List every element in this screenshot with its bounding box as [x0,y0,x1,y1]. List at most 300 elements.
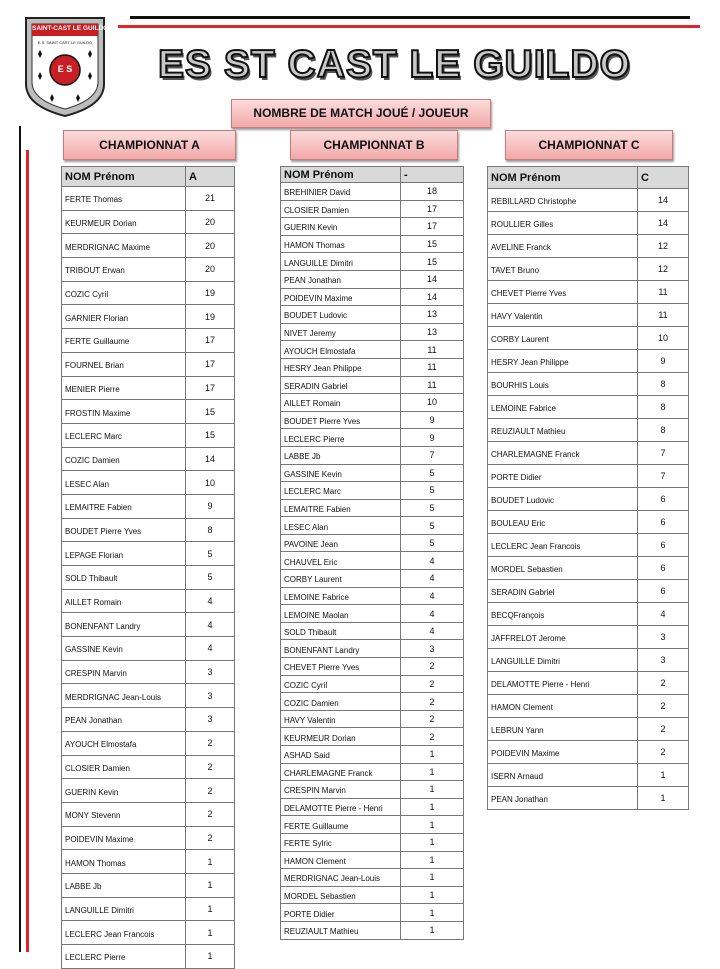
match-count: 9 [401,411,464,429]
player-name: NIVET Jeremy [281,323,401,341]
player-name: LESEC Alan [281,517,401,535]
match-count: 1 [401,798,464,816]
table-row [488,534,689,557]
table-row [488,557,689,580]
table-row [62,826,235,850]
table-row [281,534,464,552]
player-name: MERDRIGNAC Jean-Louis [281,869,401,887]
player-name: MORDEL Sebastien [281,886,401,904]
player-name: KEURMEUR Dorian [281,728,401,746]
player-name: PEAN Jonathan [62,708,186,732]
table-row [281,675,464,693]
table-row [281,921,464,939]
player-name: CRESPIN Marvin [281,781,401,799]
championnat-b-table [280,166,464,940]
col-count-header: C [638,167,689,189]
player-name: POIDEVIN Maxime [488,741,638,764]
match-count: 17 [401,218,464,236]
table-row [488,304,689,327]
match-count: 4 [401,622,464,640]
table-row [281,622,464,640]
match-count: 10 [401,394,464,412]
player-name: DELAMOTTE Pierre - Henri [281,798,401,816]
match-count: 1 [401,921,464,939]
table-row [62,755,235,779]
table-row [281,640,464,658]
match-count: 12 [638,258,689,281]
match-count: 21 [186,187,235,211]
table-row [62,376,235,400]
player-name: PAVOINE Jean [281,534,401,552]
match-count: 4 [638,603,689,626]
match-count: 1 [186,945,235,969]
match-count: 17 [401,200,464,218]
player-name: HAVY Valentin [281,710,401,728]
table-row [488,764,689,787]
table-row [488,419,689,442]
match-count: 11 [638,281,689,304]
match-count: 8 [186,518,235,542]
match-count: 17 [186,352,235,376]
table-row [62,779,235,803]
match-count: 7 [401,446,464,464]
player-name: MERDRIGNAC Jean-Louis [62,684,186,708]
match-count: 15 [186,400,235,424]
logo-top-text: SAINT-CAST LE GUILDO [32,25,109,32]
player-name: LEPAGE Florian [62,542,186,566]
player-name: LEMAITRE Fabien [281,499,401,517]
match-count: 2 [186,731,235,755]
match-count: 4 [401,552,464,570]
col-name-header: NOM Prénom [62,167,186,187]
table-row [488,189,689,212]
table-row [62,660,235,684]
player-name: COZIC Damien [62,447,186,471]
table-row [488,373,689,396]
match-count: 7 [638,442,689,465]
player-name: MENIER Pierre [62,376,186,400]
player-name: LABBE Jb [281,446,401,464]
match-count: 1 [401,886,464,904]
match-count: 18 [401,183,464,201]
table-row [281,833,464,851]
table-row [488,442,689,465]
table-row [281,429,464,447]
player-name: CRESPIN Marvin [62,660,186,684]
match-count: 5 [401,482,464,500]
match-count: 4 [186,637,235,661]
match-count: 19 [186,305,235,329]
match-count: 3 [186,684,235,708]
table-row [281,710,464,728]
player-name: CLOSIER Damien [281,200,401,218]
table-row [281,306,464,324]
table-row [62,684,235,708]
page-subtitle: NOMBRE DE MATCH JOUÉ / JOUEUR [231,99,491,128]
player-name: AILLET Romain [281,394,401,412]
table-row [488,350,689,373]
player-name: TAVET Bruno [488,258,638,281]
left-rule-black [19,126,21,952]
col-name-header: NOM Prénom [488,167,638,189]
match-count: 13 [401,323,464,341]
player-name: BOUDET Ludovic [281,306,401,324]
match-count: 4 [186,613,235,637]
match-count: 3 [186,660,235,684]
match-count: 6 [638,511,689,534]
left-rule-red [26,150,29,952]
match-count: 14 [401,288,464,306]
player-name: LECLERC Marc [62,423,186,447]
table-row [488,488,689,511]
match-count: 14 [638,212,689,235]
player-name: LESEC Alan [62,471,186,495]
table-row [281,587,464,605]
player-name: POIDEVIN Maxime [62,826,186,850]
match-count: 4 [401,587,464,605]
table-row [488,695,689,718]
table-row [62,945,235,969]
player-name: CLOSIER Damien [62,755,186,779]
player-name: BONENFANT Landry [62,613,186,637]
match-count: 11 [401,341,464,359]
player-name: PEAN Jonathan [281,270,401,288]
table-row [62,897,235,921]
player-name: LECLERC Jean Francois [62,921,186,945]
table-row [281,886,464,904]
player-name: BOUDET Ludovic [488,488,638,511]
page-title: ES ST CAST LE GUILDO [158,43,631,86]
player-name: GASSINE Kevin [281,464,401,482]
table-row [281,499,464,517]
player-name: FROSTIN Maxime [62,400,186,424]
match-count: 9 [638,350,689,373]
player-name: LEMOINE Fabrice [488,396,638,419]
match-count: 5 [401,499,464,517]
player-name: TRIBOUT Erwan [62,258,186,282]
match-count: 20 [186,234,235,258]
table-row [488,649,689,672]
player-name: FERTE Sylric [281,833,401,851]
player-name: GUERIN Kevin [281,218,401,236]
table-row [281,341,464,359]
player-name: PORTE Didier [281,904,401,922]
player-name: PEAN Jonathan [488,787,638,810]
table-row [62,305,235,329]
table-row [488,212,689,235]
player-name: LECLERC Marc [281,482,401,500]
player-name: REBILLARD Christophe [488,189,638,212]
match-count: 15 [401,235,464,253]
table-row [281,605,464,623]
player-name: LANGUILLE Dimitri [62,897,186,921]
championnat-b-heading: CHAMPIONNAT B [290,130,458,160]
table-row [281,323,464,341]
match-count: 2 [638,741,689,764]
table-row [488,511,689,534]
match-count: 4 [401,570,464,588]
table-row [488,235,689,258]
player-name: HAVY Valentin [488,304,638,327]
table-row [281,200,464,218]
table-row [62,518,235,542]
player-name: ROULLIER Gilles [488,212,638,235]
player-name: CORBY Laurent [281,570,401,588]
match-count: 6 [638,580,689,603]
player-name: LEMOINE Fabrice [281,587,401,605]
player-name: HESRY Jean Philippe [488,350,638,373]
match-count: 1 [186,873,235,897]
match-count: 1 [186,897,235,921]
player-name: KEURMEUR Dorian [62,210,186,234]
player-name: BREHINIER David [281,183,401,201]
match-count: 2 [638,672,689,695]
match-count: 10 [638,327,689,350]
table-row [281,358,464,376]
player-name: POIDEVIN Maxime [281,288,401,306]
table-row [281,552,464,570]
championnat-c-table [487,166,689,810]
championnat-a-table [61,166,235,969]
table-row [281,904,464,922]
match-count: 5 [401,534,464,552]
match-count: 5 [186,542,235,566]
top-rule-black [130,16,690,19]
player-name: AVELINE Franck [488,235,638,258]
table-row [62,352,235,376]
table-row [281,816,464,834]
player-name: SOLD Thibault [62,566,186,590]
match-count: 1 [401,746,464,764]
player-name: GUERIN Kevin [62,779,186,803]
match-count: 3 [638,649,689,672]
table-row [62,447,235,471]
table-row [62,589,235,613]
player-name: CHARLEMAGNE Franck [281,763,401,781]
table-row [281,446,464,464]
match-count: 1 [401,763,464,781]
player-name: DELAMOTTE Pierre - Henri [488,672,638,695]
player-name: SERADIN Gabriel [488,580,638,603]
player-name: CHEVET Pierre Yves [281,658,401,676]
table-row [62,234,235,258]
match-count: 1 [401,869,464,887]
match-count: 1 [186,850,235,874]
player-name: SERADIN Gabriel [281,376,401,394]
player-name: AYOUCH Elmostafa [62,731,186,755]
table-row [62,187,235,211]
player-name: LEBRUN Yann [488,718,638,741]
table-row [281,376,464,394]
match-count: 1 [401,781,464,799]
match-count: 17 [186,376,235,400]
match-count: 9 [401,429,464,447]
player-name: COZIC Damien [281,693,401,711]
table-row [488,258,689,281]
table-row [62,494,235,518]
match-count: 2 [638,695,689,718]
player-name: BOUDET Pierre Yves [281,411,401,429]
table-row [281,798,464,816]
championnat-c-heading: CHAMPIONNAT C [505,130,673,160]
player-name: JAFFRELOT Jerome [488,626,638,649]
match-count: 1 [401,904,464,922]
player-name: GARNIER Florian [62,305,186,329]
player-name: AILLET Romain [62,589,186,613]
player-name: AYOUCH Elmostafa [281,341,401,359]
player-name: BOURHIS Louis [488,373,638,396]
player-name: COZIC Cyril [281,675,401,693]
match-count: 2 [401,710,464,728]
player-name: FERTE Thomas [62,187,186,211]
player-name: LANGUILLE Dimitri [488,649,638,672]
table-row [488,787,689,810]
match-count: 5 [186,566,235,590]
table-row [488,626,689,649]
match-count: 6 [638,488,689,511]
player-name: FERTE Guillaume [281,816,401,834]
table-row [281,270,464,288]
match-count: 1 [401,833,464,851]
match-count: 14 [186,447,235,471]
table-row [488,672,689,695]
table-row [62,400,235,424]
table-row [281,235,464,253]
player-name: CHARLEMAGNE Franck [488,442,638,465]
table-row [62,281,235,305]
match-count: 2 [186,826,235,850]
table-row [281,394,464,412]
table-row [62,873,235,897]
logo-inner-text: E.S. SAINT CAST LE GUILDO [37,40,93,45]
table-row [281,763,464,781]
match-count: 12 [638,235,689,258]
col-count-header: A [186,167,235,187]
club-logo [22,14,108,118]
match-count: 19 [186,281,235,305]
match-count: 1 [638,787,689,810]
match-count: 3 [638,626,689,649]
match-count: 3 [186,708,235,732]
match-count: 15 [401,253,464,271]
logo-badge-text: E S [57,64,73,74]
col-name-header: NOM Prénom [281,167,401,183]
player-name: GASSINE Kevin [62,637,186,661]
match-count: 4 [186,589,235,613]
match-count: 11 [401,358,464,376]
match-count: 6 [638,534,689,557]
match-count: 3 [401,640,464,658]
match-count: 8 [638,419,689,442]
table-row [62,210,235,234]
player-name: LANGUILLE Dimitri [281,253,401,271]
table-row [488,396,689,419]
table-row [488,580,689,603]
table-row [62,329,235,353]
match-count: 5 [401,464,464,482]
table-row [488,603,689,626]
player-name: MERDRIGNAC Maxime [62,234,186,258]
match-count: 11 [401,376,464,394]
match-count: 20 [186,210,235,234]
player-name: CHEVET Pierre Yves [488,281,638,304]
match-count: 13 [401,306,464,324]
player-name: CORBY Laurent [488,327,638,350]
player-name: REUZIAULT Mathieu [488,419,638,442]
player-name: BOUDET Pierre Yves [62,518,186,542]
match-count: 2 [401,728,464,746]
player-name: LEMAITRE Fabien [62,494,186,518]
table-row [62,566,235,590]
match-count: 14 [638,189,689,212]
match-count: 4 [401,605,464,623]
table-row [62,423,235,447]
table-row [281,851,464,869]
table-row [488,741,689,764]
table-row [281,728,464,746]
player-name: LECLERC Pierre [281,429,401,447]
match-count: 1 [638,764,689,787]
player-name: LABBE Jb [62,873,186,897]
player-name: BECQFrançois [488,603,638,626]
match-count: 14 [401,270,464,288]
table-row [281,781,464,799]
table-row [62,708,235,732]
player-name: HAMON Thomas [62,850,186,874]
table-row [281,570,464,588]
player-name: COZIC Cyril [62,281,186,305]
table-row [281,517,464,535]
match-count: 1 [401,816,464,834]
match-count: 5 [401,517,464,535]
table-row [62,542,235,566]
player-name: BONENFANT Landry [281,640,401,658]
table-row [488,281,689,304]
player-name: LEMOINE Maolan [281,605,401,623]
player-name: SOLD Thibault [281,622,401,640]
match-count: 11 [638,304,689,327]
match-count: 2 [186,779,235,803]
match-count: 2 [401,693,464,711]
table-row [62,471,235,495]
player-name: REUZIAULT Mathieu [281,921,401,939]
match-count: 20 [186,258,235,282]
match-count: 2 [186,802,235,826]
table-row [281,183,464,201]
table-row [62,731,235,755]
player-name: MONY Stevenn [62,802,186,826]
match-count: 2 [186,755,235,779]
match-count: 2 [638,718,689,741]
match-count: 7 [638,465,689,488]
match-count: 1 [186,921,235,945]
player-name: HESRY Jean Philippe [281,358,401,376]
col-count-header: - [401,167,464,183]
player-name: LECLERC Jean Francois [488,534,638,557]
table-row [62,850,235,874]
table-row [62,258,235,282]
player-name: LECLERC Pierre [62,945,186,969]
table-row [281,411,464,429]
player-name: HAMON Clement [281,851,401,869]
table-row [281,869,464,887]
match-count: 6 [638,557,689,580]
table-row [488,718,689,741]
table-row [281,288,464,306]
table-row [281,218,464,236]
match-count: 8 [638,373,689,396]
player-name: PORTE Didier [488,465,638,488]
